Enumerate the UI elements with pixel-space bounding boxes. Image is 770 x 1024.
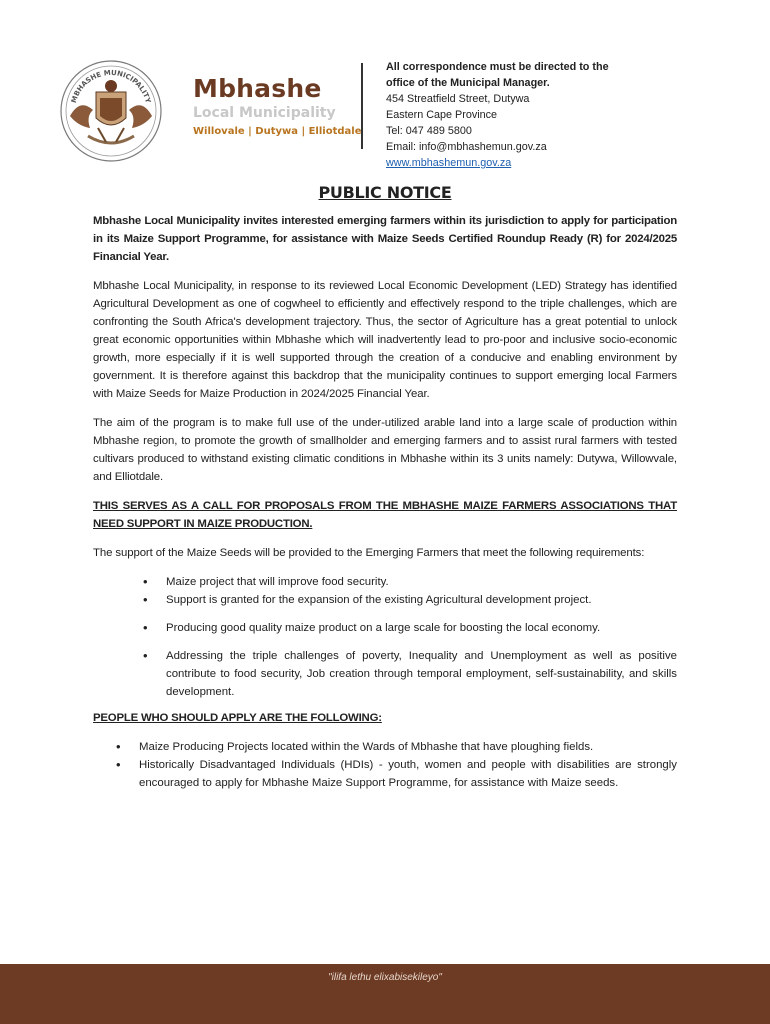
brand-towns: Willovale | Dutywa | Elliotdale [193,126,362,137]
seal-text: MBHASHE MUNICIPALITY [69,68,153,104]
list-item: • Maize Producing Projects located within the Wards of Mbhashe that have ploughing fields. [116,738,677,756]
header-divider [361,63,363,149]
lead-paragraph: Mbhashe Local Municipality invites interested emerging farmers within its jurisdiction to apply for participation in its Maize Support Programme, for assistance with Maize Seeds Certified Roundup Ready (R) for 2024/2025 Financial Year. [93,215,677,263]
website-link[interactable]: www.mbhashemun.gov.za [386,157,512,169]
page-title: PUBLIC NOTICE [318,183,452,202]
requirements-intro: The support of the Maize Seeds will be provided to the Emerging Farmers that meet the following requirements: [93,547,645,559]
paragraph-program-aim: The aim of the program is to make full use of the under-utilized arable land into a large scale of production within Mbhashe region, to promote the growth of smallholder and emerging farmers and to assist rural farmers with tested cultivars produced to withstand existing climatic conditions in Mbhashe within its 3 units namely: Dutywa, Willowvale, and Elliotdale. [93,417,677,483]
list-item: • Historically Disadvantaged Individuals (HDIs) - youth, women and people with disabilities are strongly encouraged to apply for Mbhashe Maize Support Programme, for assistance with Maize seeds. [116,756,677,792]
list-item: • Support is granted for the expansion of the existing Agricultural development project. [143,591,677,609]
contact-block [386,59,609,171]
contact-address: 454 Streatfield Street, Dutywa [386,93,530,105]
contact-email: Email: info@mbhashemun.gov.za [386,141,547,153]
list-item: • Addressing the triple challenges of poverty, Inequality and Unemployment as well as positive contribute to food security, Job creation through temporal employment, self-sustainability, and skills development. [143,647,677,701]
contact-line2: office of the Municipal Manager. [386,77,550,89]
notice-body [93,180,677,792]
contact-line1: All correspondence must be directed to the [386,61,609,73]
list-item: • Producing good quality maize product on a large scale for boosting the local economy. [143,619,677,637]
footer-motto: "ilifa lethu elixabisekileyo" [328,972,442,983]
call-for-proposals-heading: THIS SERVES AS A CALL FOR PROPOSALS FROM THE MBHASHE MAIZE FARMERS ASSOCIATIONS THAT NEED SUPPORT IN MAIZE PRODUCTION. [93,500,677,530]
requirements-list [143,573,677,701]
contact-tel: Tel: 047 489 5800 [386,125,472,137]
municipal-seal-icon [58,58,164,164]
letterhead [0,0,770,170]
brand-subtitle: Local Municipality [193,105,336,121]
applicants-list [116,738,677,792]
contact-province: Eastern Cape Province [386,109,498,121]
paragraph-led-strategy: Mbhashe Local Municipality, in response to its reviewed Local Economic Development (LED) Strategy has identified Agricultural Development as one of cogwheel to efficiently and effectively respond to the triple challenges, which are confronting the South Africa's development trajectory. Thus, the sector of Agriculture has a great potential to unlock great economic opportunities within Mbhashe which will inadvertently lead to pro-poor and inclusive socio-economic growth, more especially if it is well supported through the creation of a conducive and enabling environment by government. It is therefore against this backdrop that the municipality continues to support emerging local Farmers with Maize Seeds for Maize Production in 2024/2025 Financial Year. [93,280,677,400]
footer-band [0,964,770,1024]
applicants-heading: PEOPLE WHO SHOULD APPLY ARE THE FOLLOWING: [93,712,382,724]
list-item: • Maize project that will improve food security. [143,573,677,591]
brand-name: Mbhashe [193,74,322,103]
